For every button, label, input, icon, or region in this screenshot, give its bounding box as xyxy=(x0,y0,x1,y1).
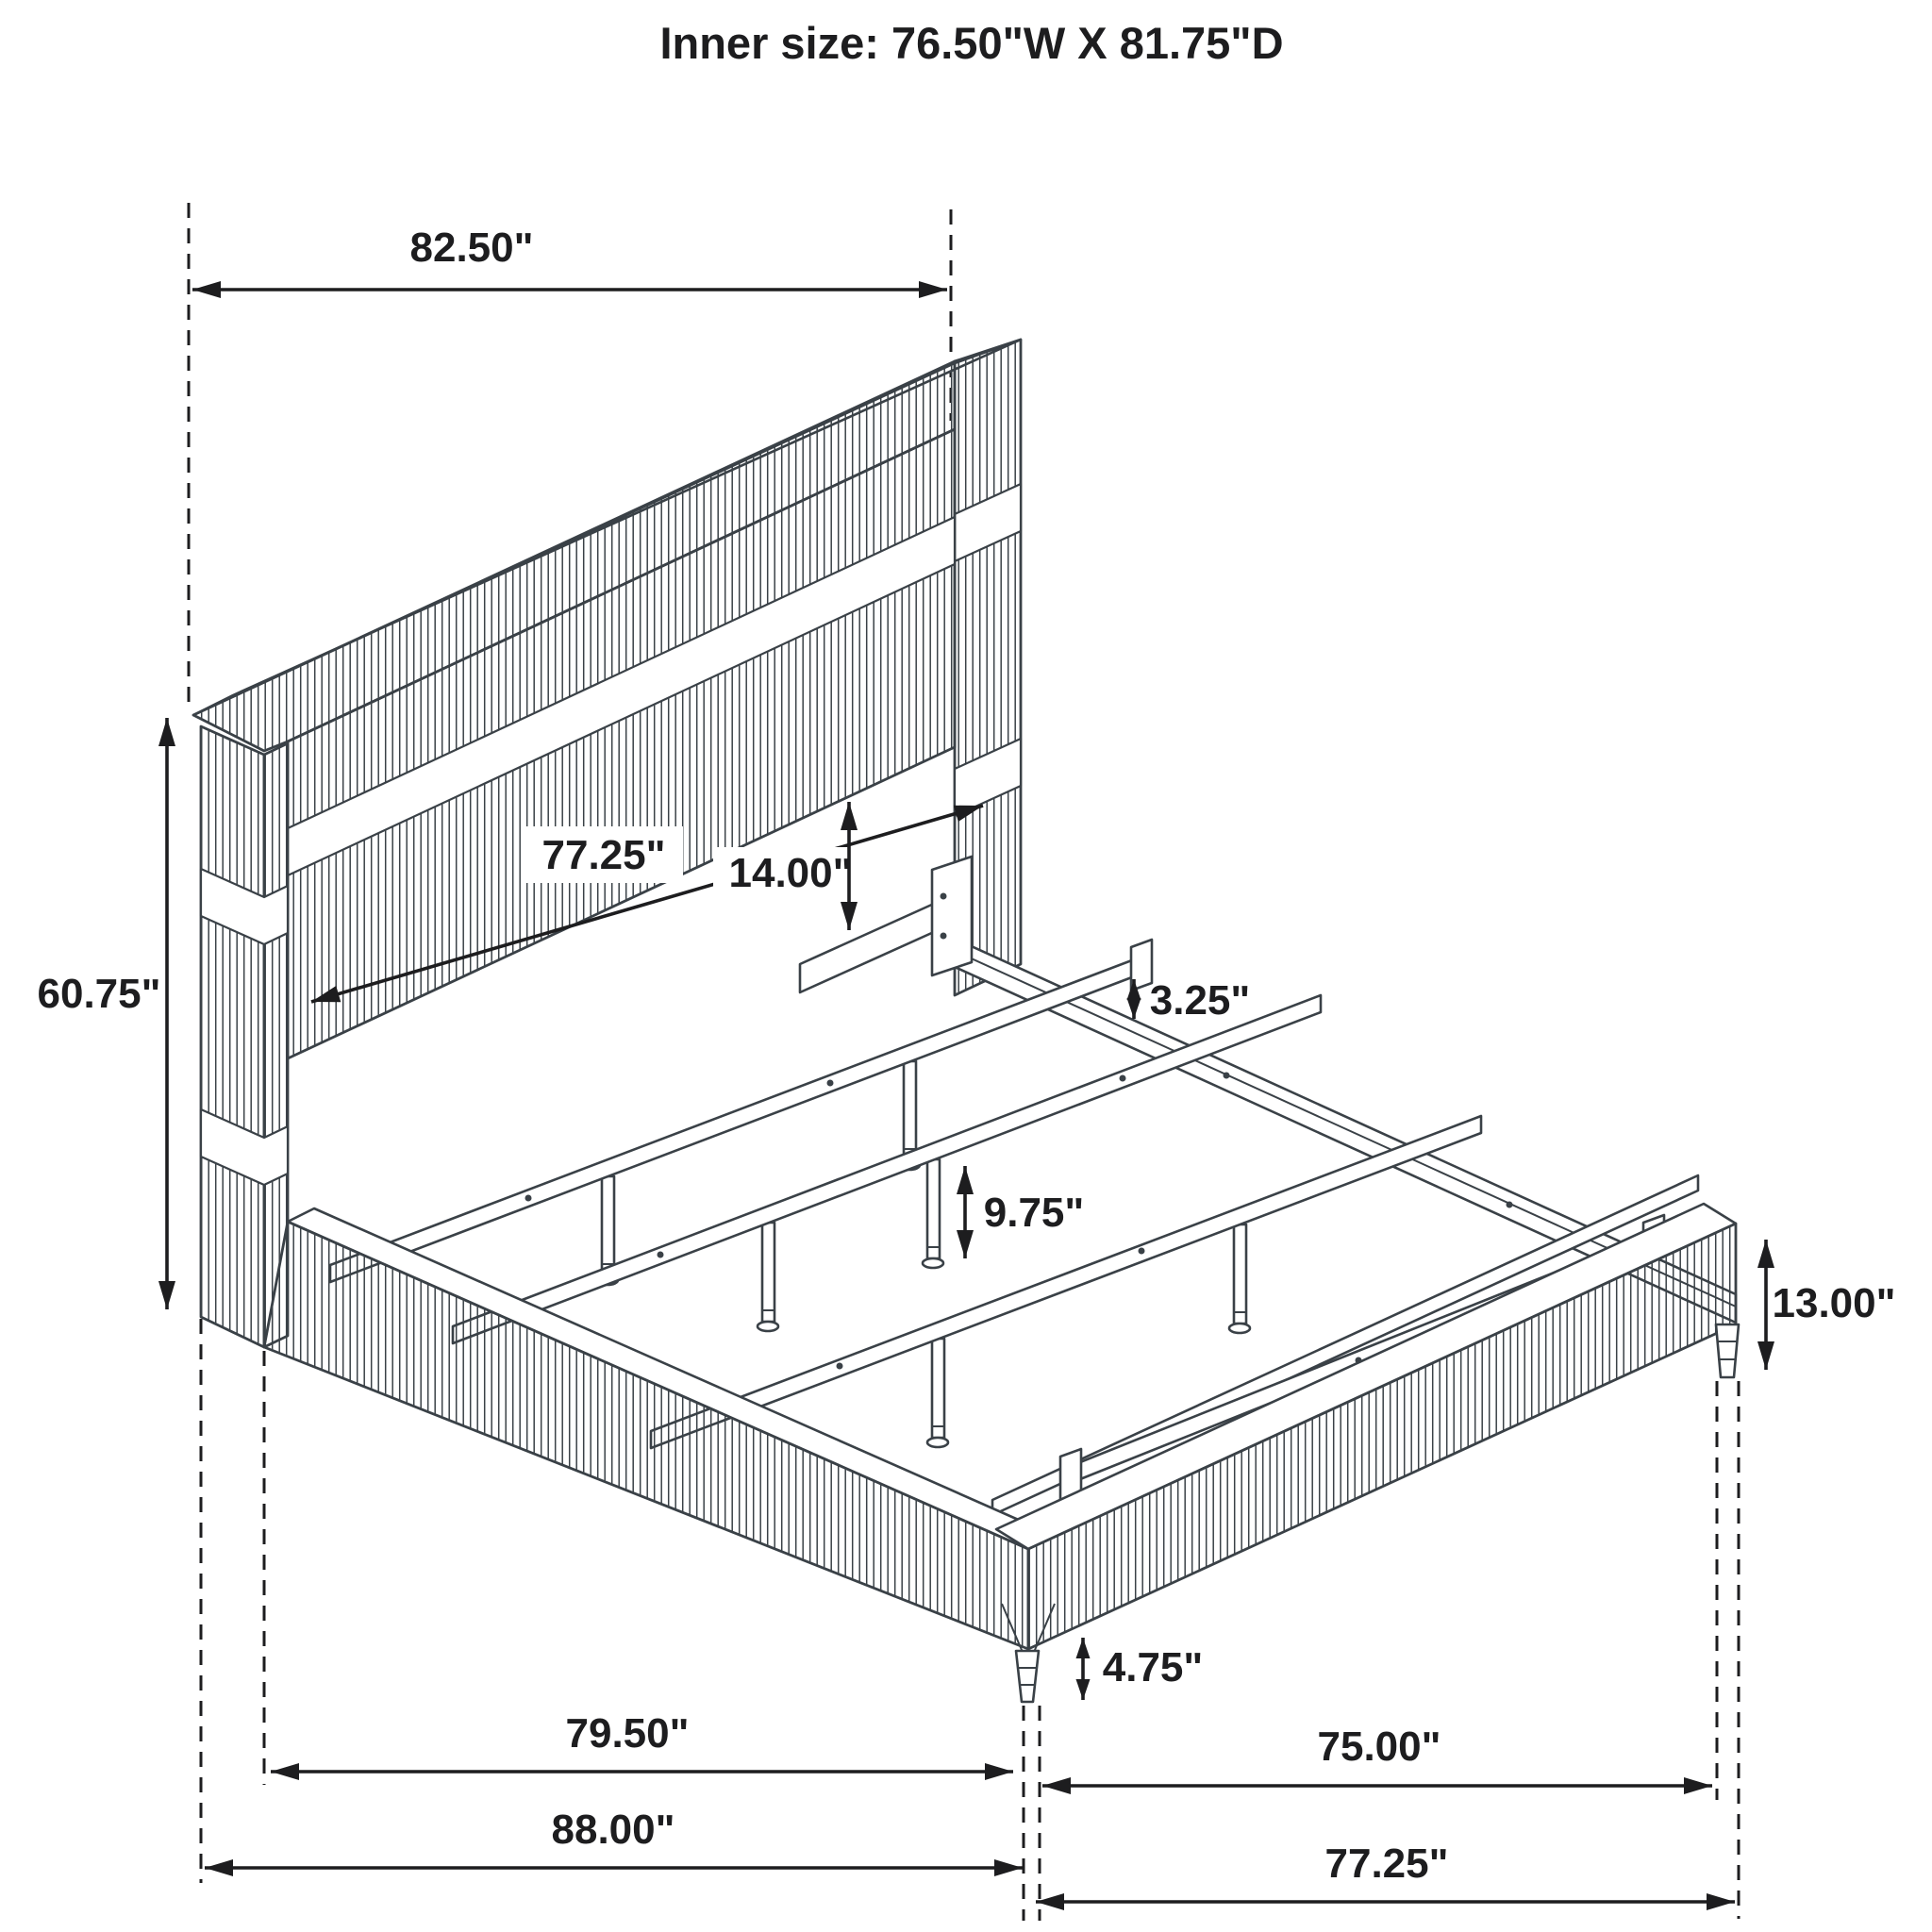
dimension-slat-leg-height xyxy=(965,1166,1084,1258)
headboard-left-post-front xyxy=(201,726,264,1347)
dimension-inner-length xyxy=(271,1710,1013,1772)
dim-label-slat-leg-height: 9.75" xyxy=(983,1190,1085,1236)
dim-label-headboard-width: 82.50" xyxy=(409,225,534,271)
dim-label-overall-length: 88.00" xyxy=(551,1807,675,1853)
dim-label-foot-leg-height: 4.75" xyxy=(1102,1644,1204,1690)
right-corner-leg xyxy=(1716,1324,1739,1377)
dim-label-foot-overall-width: 77.25" xyxy=(1324,1840,1449,1887)
left-rail-front-face xyxy=(264,1222,1028,1649)
page-title: Inner size: 76.50"W X 81.75"D xyxy=(659,18,1284,68)
dim-label-inner-length: 79.50" xyxy=(565,1710,690,1757)
dimension-overall-length xyxy=(205,1807,1023,1868)
dimension-footboard-height xyxy=(1766,1240,1895,1370)
dim-label-inner-width: 77.25" xyxy=(541,832,666,878)
dimension-rail-gap xyxy=(1134,977,1250,1024)
dimension-headboard-height xyxy=(38,718,167,1309)
dimension-headboard-width xyxy=(192,225,947,290)
dimension-foot-leg-height xyxy=(1083,1638,1203,1700)
rail-bracket xyxy=(932,857,972,975)
dim-label-foot-inner-width: 75.00" xyxy=(1317,1724,1441,1770)
dim-label-headboard-height: 60.75" xyxy=(37,971,161,1017)
dim-label-headboard-clearance: 14.00" xyxy=(728,850,853,896)
dimension-foot-overall-width xyxy=(1036,1840,1735,1902)
dim-label-footboard-height: 13.00" xyxy=(1772,1280,1896,1326)
dimension-foot-inner-width xyxy=(1042,1724,1712,1786)
dim-label-rail-gap: 3.25" xyxy=(1149,977,1251,1024)
